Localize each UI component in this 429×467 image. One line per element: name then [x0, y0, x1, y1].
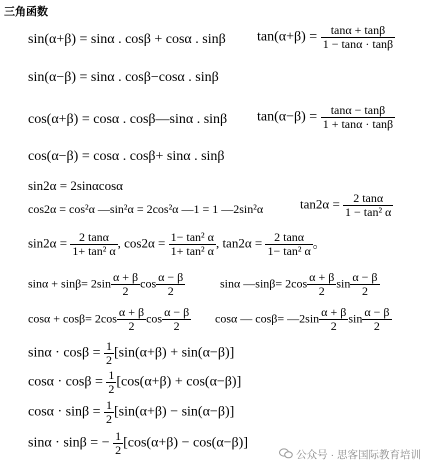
- tan-double-fraction: [343, 192, 393, 219]
- half-fraction: [104, 340, 114, 367]
- frac-num: α − β: [164, 305, 190, 319]
- formula-cos-diff-to-product: [215, 306, 392, 333]
- p2s-lhs: cosα · sinβ =: [28, 404, 101, 420]
- tan-sum-den: 1 − tanα · tanβ: [322, 37, 394, 51]
- p2s-lhs: sinα · sinβ = −: [28, 435, 110, 451]
- s2p-cos-plus-frac1: [117, 306, 146, 333]
- formula-cos-diff: cos(α−β) = cosα . cosβ+ sinα . sinβ: [28, 149, 225, 164]
- s2p-cos-minus-lhs: cosα — cosβ= —2sin: [215, 311, 320, 326]
- s2p-mid: sin: [336, 276, 351, 291]
- half-fraction: [104, 399, 114, 426]
- frac-num: 1: [106, 398, 113, 412]
- p2s-lhs: sinα · cosβ =: [28, 345, 101, 361]
- p2s-rhs: [sin(α+β) + sin(α−β)]: [114, 345, 235, 361]
- s2p-sin-minus-frac2: [350, 271, 379, 298]
- universal-tan-den: 1− tan² α: [267, 244, 311, 258]
- frac-den: 2: [108, 382, 115, 396]
- tan-sum-num: tanα + tanβ: [321, 24, 395, 38]
- s2p-cos-plus-lhs: cosα + cosβ= 2cos: [28, 311, 117, 326]
- frac-den: 2: [128, 319, 135, 333]
- tan-diff-fraction: [321, 104, 395, 131]
- tan-double-den: 1 − tan² α: [345, 205, 392, 219]
- s2p-mid: cos: [140, 276, 157, 291]
- frac-num: α − β: [352, 270, 378, 284]
- formula-cos-sum: cos(α+β) = cosα . cosβ—sinα . sinβ: [28, 112, 228, 127]
- frac-num: α + β: [309, 270, 335, 284]
- universal-tan-lhs: , tan2α =: [215, 235, 263, 251]
- tan-double-num: 2 tanα: [343, 192, 393, 206]
- frac-num: 1: [106, 339, 113, 353]
- frac-den: 2: [173, 319, 180, 333]
- p2s-rhs: [cos(α+β) + cos(α−β)]: [116, 374, 242, 390]
- s2p-sin-plus-frac1: [111, 271, 140, 298]
- formula-sin-diff-to-product: [220, 271, 380, 298]
- frac-num: α + β: [118, 305, 145, 319]
- universal-tail: 。: [312, 235, 326, 251]
- formula-sin-double: sin2α = 2sinαcosα: [28, 178, 123, 193]
- watermark-text: 公众号 · 思客国际教育培训: [296, 449, 421, 461]
- watermark: [279, 447, 421, 462]
- s2p-sin-minus-lhs: sinα —sinβ= 2cos: [220, 276, 308, 291]
- formula-cos-sum-to-product: [28, 306, 191, 333]
- frac-den: 2: [167, 284, 174, 298]
- formula-cos-double: cos2α = cos²α —sin²α = 2cos²α —1 = 1 —2sin²α: [28, 202, 264, 216]
- universal-tan-num: 2 tanα: [265, 231, 312, 245]
- frac-num: α + β: [321, 305, 347, 319]
- formula-p2s-cos-cos: [28, 369, 241, 396]
- tan-sum-fraction: [321, 24, 395, 51]
- universal-cos-fraction: [169, 231, 216, 258]
- wechat-icon: [279, 448, 293, 459]
- formula-tan-sum: [257, 24, 395, 51]
- universal-sin-fraction: [70, 231, 117, 258]
- tan-diff-num: tanα − tanβ: [321, 104, 395, 118]
- half-fraction: [113, 430, 123, 457]
- formula-p2s-sin-sin: [28, 430, 248, 457]
- s2p-sin-plus-frac2: [156, 271, 185, 298]
- p2s-rhs: [sin(α+β) − sin(α−β)]: [114, 404, 235, 420]
- formula-sin-sum-to-product: [28, 271, 185, 298]
- universal-cos-num: 1− tan² α: [170, 230, 214, 244]
- p2s-rhs: [cos(α+β) − cos(α−β)]: [123, 435, 248, 451]
- formula-p2s-cos-sin: [28, 399, 234, 426]
- universal-sin-num: 2 tanα: [70, 231, 117, 245]
- formula-tan-diff: [257, 104, 395, 131]
- s2p-cos-plus-frac2: [162, 306, 191, 333]
- s2p-cos-minus-frac2: [362, 306, 391, 333]
- half-fraction: [106, 369, 116, 396]
- s2p-sin-plus-lhs: sinα + sinβ= 2sin: [28, 276, 111, 291]
- s2p-mid: cos: [146, 311, 163, 326]
- universal-sin-lhs: sin2α =: [28, 235, 68, 251]
- tan-diff-lhs: tan(α−β) =: [257, 109, 318, 125]
- formula-p2s-sin-cos: [28, 340, 234, 367]
- frac-num: 1: [108, 368, 115, 382]
- frac-num: α − β: [158, 270, 184, 284]
- universal-cos-lhs: , cos2α =: [117, 235, 166, 251]
- frac-den: 2: [373, 319, 380, 333]
- s2p-mid: sin: [348, 311, 363, 326]
- p2s-lhs: cosα · cosβ =: [28, 374, 103, 390]
- frac-den: 2: [106, 353, 113, 367]
- tan-sum-lhs: tan(α+β) =: [257, 29, 318, 45]
- frac-num: 1: [115, 429, 122, 443]
- s2p-cos-minus-frac1: [319, 306, 348, 333]
- universal-cos-den: 1+ tan² α: [170, 244, 214, 258]
- frac-den: 2: [361, 284, 368, 298]
- formula-sin-diff: sin(α−β) = sinα . cosβ−cosα . sinβ: [28, 70, 219, 85]
- frac-num: α − β: [364, 305, 390, 319]
- tan-diff-den: 1 + tanα · tanβ: [322, 117, 394, 131]
- tan-double-lhs: tan2α =: [300, 196, 340, 212]
- formula-tan-double: [300, 192, 393, 219]
- formula-universal: [28, 231, 326, 258]
- s2p-sin-minus-frac1: [307, 271, 336, 298]
- formula-sin-sum: sin(α+β) = sinα . cosβ + cosα . sinβ: [28, 32, 226, 47]
- universal-sin-den: 1+ tan² α: [72, 244, 116, 258]
- frac-den: 2: [330, 319, 337, 333]
- page-title: 三角函数: [4, 6, 48, 18]
- frac-num: α + β: [112, 270, 139, 284]
- frac-den: 2: [318, 284, 325, 298]
- frac-den: 2: [115, 443, 122, 457]
- universal-tan-fraction: [265, 231, 312, 258]
- frac-den: 2: [106, 412, 113, 426]
- frac-den: 2: [122, 284, 129, 298]
